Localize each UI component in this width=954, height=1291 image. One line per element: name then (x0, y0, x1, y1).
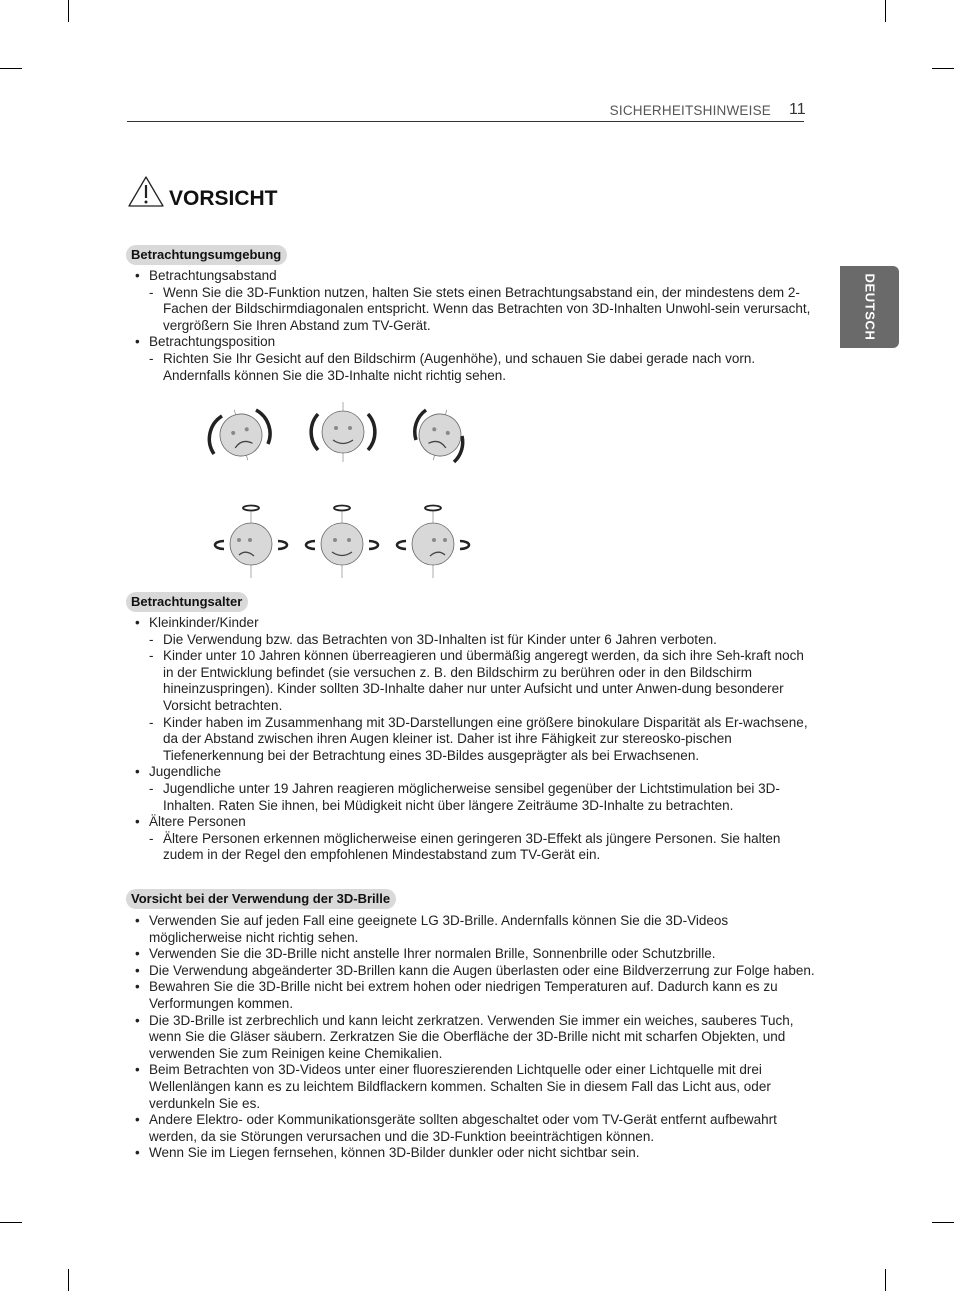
crop-mark (68, 0, 69, 22)
crop-mark (932, 1222, 954, 1223)
crop-mark (885, 0, 886, 22)
sub-item: - Richten Sie Ihr Gesicht auf den Bildschirm (Augenhöhe), und schauen Sie dabei gerade nach vorn. Andernfalls können Sie die 3D-Inhalte nicht richtig sehen. (149, 350, 756, 383)
crop-mark (68, 1269, 69, 1291)
header-divider (127, 121, 804, 122)
list-item: • Wenn Sie im Liegen fernsehen, können 3D-Bilder dunkler oder nicht sichtbar sein. (135, 1145, 640, 1161)
header-section-title: SICHERHEITSHINWEISE (609, 103, 771, 118)
viewing-age-list (135, 615, 815, 864)
crop-mark (932, 68, 954, 69)
list-item: • Kleinkinder/Kinder (135, 615, 259, 630)
list-item: • Verwenden Sie auf jeden Fall eine geeignete LG 3D-Brille. Andernfalls können Sie die 3D-Videos möglicherweise nicht richtig sehen. (135, 913, 729, 945)
list-item: • Jugendliche (135, 764, 222, 780)
face-front-happy (306, 506, 378, 579)
face-turn-left-sad (215, 506, 287, 579)
sub-item: - Ältere Personen erkennen möglicherweise einen geringeren 3D-Effekt als jüngere Personen. Sie halten zudem in der Regel den empfohlenen Mindestabstand zum TV-Gerät ein. (149, 830, 781, 863)
section-heading-viewing-environment: Betrachtungsumgebung (126, 245, 287, 265)
crop-mark (0, 68, 22, 69)
list-item: • Ältere Personen (135, 814, 246, 830)
viewing-environment-list (135, 268, 815, 384)
list-item: • Die Verwendung abgeänderter 3D-Brillen kann die Augen überlasten oder eine Bildverzerrung zur Folge haben. (135, 962, 815, 978)
title-text: VORSICHT (169, 187, 278, 210)
crop-mark (885, 1269, 886, 1291)
face-upright-happy (322, 402, 364, 462)
warning-triangle-icon (127, 175, 165, 209)
section-heading-3d-glasses: Vorsicht bei der Verwendung der 3D-Brille (126, 889, 396, 909)
head-position-faces-illustration (200, 392, 490, 582)
list-item: • Betrachtungsabstand (135, 268, 277, 283)
sub-item: - Jugendliche unter 19 Jahren reagieren möglicherweise sensibel gegenüber der Lichtstimulation bei 3D-Inhalten. Raten Sie ihnen, bei Müdigkeit nicht über längere Zeiträume 3D-Inhalte zu betrachten. (149, 780, 780, 813)
sub-item: - Wenn Sie die 3D-Funktion nutzen, halten Sie stets einen Betrachtungsabstand ein, der mindestens dem 2-Fachen der Bildschirmdiagonalen entspricht. Wenn das Betrachten von 3D-Inhalten Unwohl-sein verursacht, vergrößern Sie Ihren Abstand zum TV-Gerät. (149, 284, 811, 333)
list-item: • Verwenden Sie die 3D-Brille nicht anstelle Ihrer normalen Brille, Sonnenbrille oder Schutzbrille. (135, 946, 716, 962)
sub-item: - Die Verwendung bzw. das Betrachten von 3D-Inhalten ist für Kinder unter 6 Jahren verboten. (149, 631, 717, 647)
list-item: • Beim Betrachten von 3D-Videos unter einer fluoreszierenden Lichtquelle oder einer Lichtquelle mit drei Wellenlängen kann es zu leichtem Bildflackern kommen. Schalten Sie in diesem Fall das Licht aus, oder verdunkeln Sie es. (135, 1062, 771, 1111)
sub-item: - Kinder haben im Zusammenhang mit 3D-Darstellungen eine größere binokulare Disparität als Er-wachsene, da der Abstand zwischen ihren Augen kleiner ist. Daher ist ihre Fähigkeit zur stereosko-pischen Tiefenerkennung bei der Betrachtung eines 3D-Bildes ausgeprägter als bei Erwachsenen. (149, 714, 808, 763)
page-number: 11 (789, 101, 806, 118)
list-item: • Andere Elektro- oder Kommunikationsgeräte sollten abgeschaltet oder vom TV-Gerät entfernt aufbewahrt werden, da sie Störungen verursachen und die 3D-Funktion beeinträchtigen können. (135, 1112, 777, 1144)
section-heading-viewing-age: Betrachtungsalter (126, 592, 248, 612)
language-tab (840, 266, 899, 348)
sub-item: - Kinder unter 10 Jahren können überreagieren und übermäßig angeregt werden, da sich ihre Seh-kraft noch in der Entwicklung befindet (sie versuchen z. B. den Bildschirm zu berühren oder in den Bildschirm hineinzuspringen). Kinder sollten 3D-Inhalte daher nur unter Aufsicht und unter Anwen-dung besonderer Vorsicht betrachten. (149, 648, 804, 713)
list-item: • Betrachtungsposition (135, 334, 276, 350)
face-turn-right-sad (397, 506, 469, 579)
3d-glasses-list (135, 913, 815, 1162)
list-item: • Bewahren Sie die 3D-Brille nicht bei extrem hohen oder niedrigen Temperaturen auf. Dadurch kann es zu Verformungen kommen. (135, 979, 778, 1011)
language-tab-label: DEUTSCH (862, 273, 877, 341)
list-item: • Die 3D-Brille ist zerbrechlich und kann leicht zerkratzen. Verwenden Sie immer ein weiches, sauberes Tuch, wenn Sie die Gläser säubern. Zerkratzen Sie die Oberfläche der 3D-Brille nicht mit scharfen Objekten, und verwenden Sie zum Reinigen keine Chemikalien. (135, 1012, 794, 1061)
crop-mark (0, 1222, 22, 1223)
